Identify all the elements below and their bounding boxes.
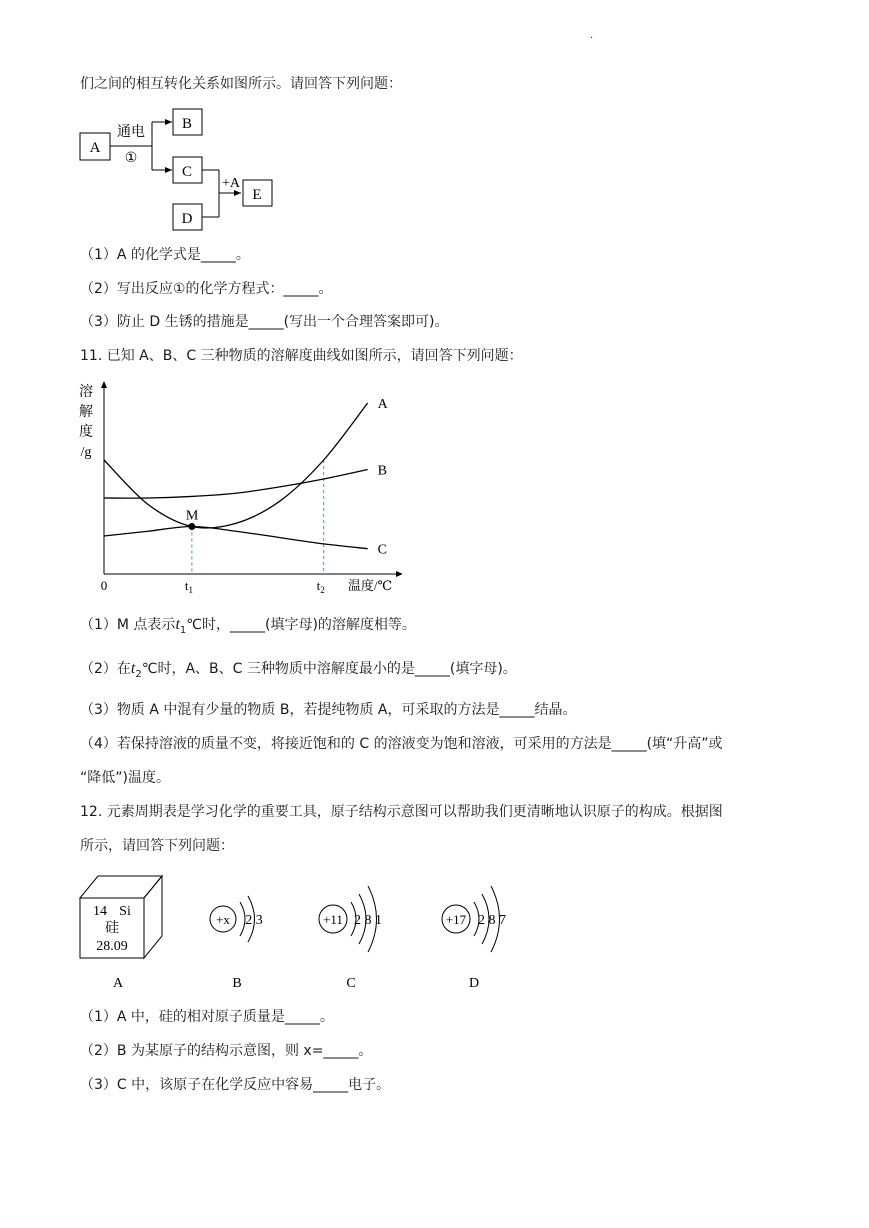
atom-structure-diagrams (78, 872, 518, 994)
origin-label: 0 (100, 578, 108, 593)
tick-label-t1: $t_1$ (184, 578, 193, 595)
element-symbol: Si (119, 904, 131, 919)
atom-b-shells: 2 3 (245, 913, 263, 928)
q12-title-line1: 12. 元素周期表是学习化学的重要工具，原子结构示意图可以帮助我们更清晰地认识原子的构成。根据图 (80, 804, 723, 820)
q12-1: （1）A 中，硅的相对原子质量是_____。 (80, 1009, 334, 1025)
q11-2-post: ℃时，A、B、C 三种物质中溶解度最小的是_____(填字母)。 (141, 661, 517, 677)
series-label-a: A (377, 397, 388, 412)
intro-line: 们之间的相互转化关系如图所示。请回答下列问题： (80, 76, 402, 92)
q11-1-pre: （1）M 点表示 (80, 617, 176, 633)
diagram-label-c: C (346, 976, 356, 991)
atom-b (210, 896, 263, 942)
diagram-label-d: D (468, 976, 480, 991)
element-mass: 28.09 (96, 939, 128, 954)
atom-d (442, 886, 506, 952)
q10-1: （1）A 的化学式是_____。 (80, 247, 250, 263)
q11-4-line2: “降低”)温度。 (80, 770, 170, 786)
atom-c (319, 886, 382, 952)
atom-d-shells: 2 8 7 (478, 913, 506, 928)
q11-2-t: t (130, 660, 136, 677)
q11-2-sub: 2 (135, 668, 142, 680)
series-label-b: B (377, 463, 387, 479)
q11-4-line1: （4）若保持溶液的质量不变，将接近饱和的 C 的溶液变为饱和溶液，可采用的方法是_____(填“升高”或 (80, 736, 723, 752)
diagram-label-a: A (112, 976, 124, 991)
q11-2 (80, 660, 517, 684)
q12-2: （2）B 为某原子的结构示意图，则 x=_____。 (80, 1043, 373, 1059)
node-a-label: A (89, 140, 101, 156)
q11-1-sub: 1 (179, 624, 187, 636)
curve-c (104, 527, 368, 549)
y-axis-label-2: 度 (79, 425, 93, 440)
q10-2: （2）写出反应①的化学方程式：_____。 (80, 281, 333, 297)
q11-title: 11. 已知 A、B、C 三种物质的溶解度曲线如图所示，请回答下列问题： (80, 348, 523, 364)
element-name: 硅 (105, 921, 119, 936)
point-m-label: M (185, 508, 199, 524)
reaction-number: ① (124, 151, 138, 166)
y-axis-label-0: 溶 (79, 385, 93, 400)
atom-c-shells: 2 8 1 (354, 913, 382, 928)
reaction-flow-diagram (78, 104, 288, 232)
node-e-label: E (252, 187, 262, 203)
q11-1-t: t (175, 616, 180, 633)
q12-title-line2: 所示，请回答下列问题： (80, 838, 234, 854)
q10-3: （3）防止 D 生锈的措施是_____(写出一个合理答案即可)。 (80, 314, 449, 330)
element-cell-si (80, 876, 162, 958)
y-axis-label-1: 解 (79, 405, 93, 420)
atom-b-nucleus: +x (216, 912, 230, 927)
node-c-label: C (181, 164, 193, 180)
diagram-label-b: B (232, 976, 242, 991)
x-axis-label: 温度/℃ (347, 578, 393, 593)
edge-label: 通电 (117, 125, 145, 140)
q11-1-post: ℃时，_____(填字母)的溶解度相等。 (186, 617, 416, 633)
tick-label-t2: $t_2$ (316, 578, 325, 595)
q12-3: （3）C 中，该原子在化学反应中容易_____电子。 (80, 1077, 391, 1093)
solubility-chart (72, 378, 402, 600)
node-d-label: D (181, 211, 193, 227)
q11-2-pre: （2）在 (80, 661, 131, 677)
series-label-c: C (377, 542, 387, 558)
point-m (188, 523, 195, 530)
plus-a-label: +A (221, 176, 241, 191)
q11-1 (80, 616, 416, 640)
atom-d-nucleus: +17 (445, 912, 467, 927)
element-number: 14 (93, 904, 107, 919)
curve-b (104, 470, 368, 499)
q11-3: （3）物质 A 中混有少量的物质 B，若提纯物质 A，可采取的方法是_____结晶。 (80, 702, 577, 718)
node-b-label: B (181, 116, 193, 132)
curve-a (104, 403, 368, 528)
atom-c-nucleus: +11 (323, 912, 343, 927)
y-axis-label-3: /g (80, 445, 92, 460)
header-mark: . (590, 30, 594, 41)
